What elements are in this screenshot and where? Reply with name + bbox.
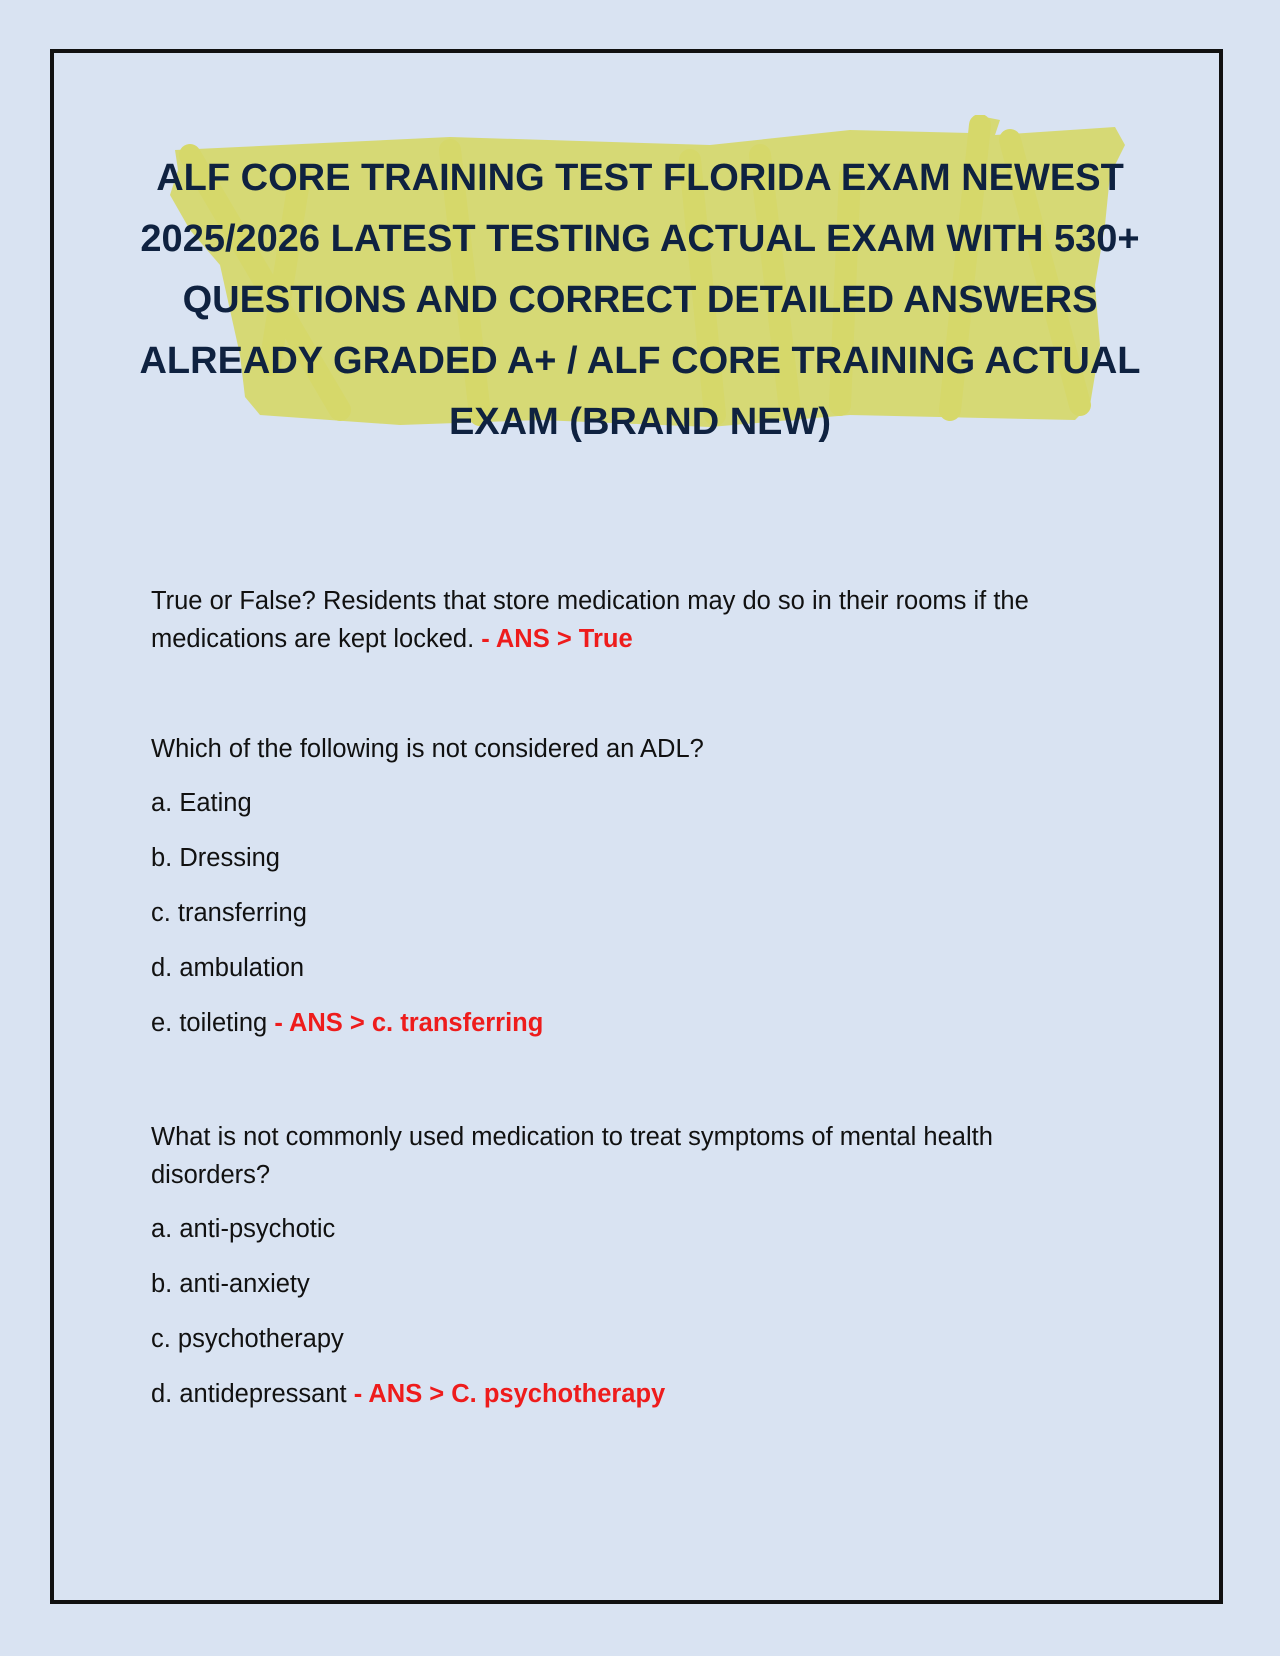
option-text: e. toileting <box>151 1009 268 1037</box>
question-text: True or False? Residents that store medication may do so in their rooms if the medications are kept locked. <box>151 587 1029 653</box>
option-b: b. anti-anxiety <box>151 1270 310 1298</box>
option-c: c. psychotherapy <box>151 1325 344 1353</box>
answer-text: - ANS > C. psychotherapy <box>353 1380 666 1408</box>
option-d: d. ambulation <box>151 954 305 982</box>
option-b: b. Dressing <box>151 844 280 872</box>
question-1 <box>151 582 1111 658</box>
question-stem: Which of the following is not considered an ADL? <box>151 735 704 763</box>
option-list <box>151 776 1111 1051</box>
option-a: a. anti-psychotic <box>151 1215 336 1243</box>
page-title: ALF CORE TRAINING TEST FLORIDA EXAM NEWEST 2025/2026 LATEST TESTING ACTUAL EXAM WITH 530+ QUESTIONS AND CORRECT DETAILED ANSWERS ALREADY GRADED A+ / ALF CORE TRAINING ACTUAL EXAM (BRAND NEW) <box>139 157 1141 443</box>
option-e <box>151 996 1111 1051</box>
question-stem: What is not commonly used medication to treat symptoms of mental health disorders? <box>151 1123 993 1189</box>
option-text: d. antidepressant <box>151 1380 347 1408</box>
option-a: a. Eating <box>151 789 252 817</box>
option-c: c. transferring <box>151 899 307 927</box>
question-stem <box>151 582 1111 658</box>
question-3 <box>151 1118 1111 1422</box>
question-2 <box>151 730 1111 1051</box>
option-d <box>151 1367 1111 1422</box>
answer-text: - ANS > c. transferring <box>274 1009 544 1037</box>
option-list <box>151 1202 1111 1422</box>
answer-text: - ANS > True <box>481 625 633 653</box>
